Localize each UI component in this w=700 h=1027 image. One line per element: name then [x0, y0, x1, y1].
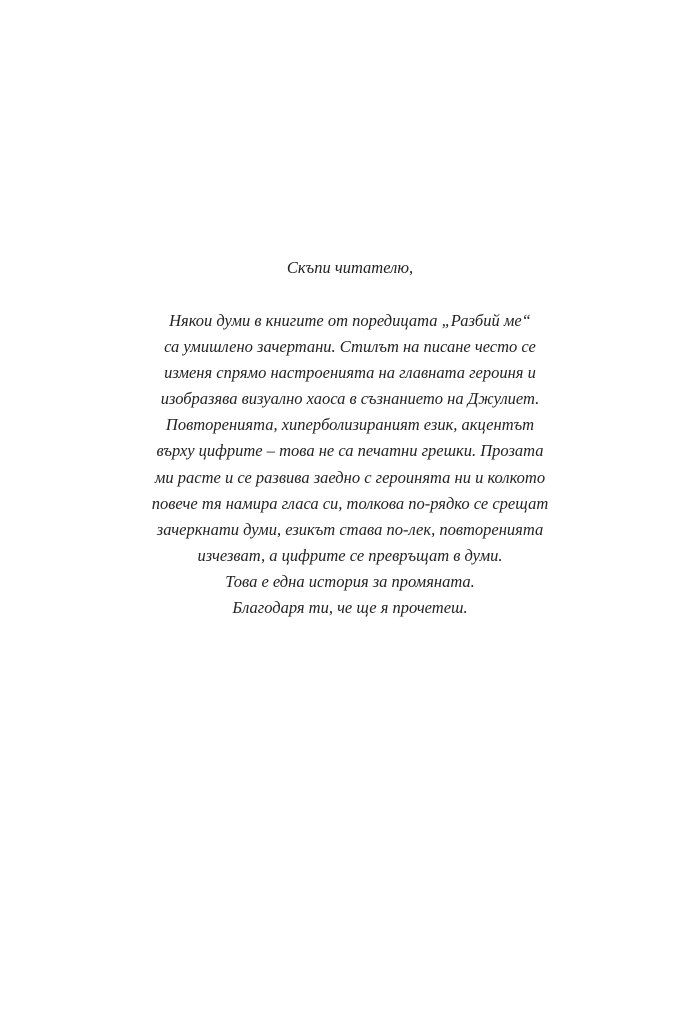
letter-line: са умишлено зачертани. Стилът на писане често се — [164, 337, 536, 357]
letter-line: изчезват, а цифрите се превръщат в думи. — [197, 545, 503, 565]
letter-line: изменя спрямо настроенията на главната героиня и — [164, 363, 536, 383]
salutation: Скъпи читателю, — [286, 258, 414, 277]
letter-line: повече тя намира гласа си, толкова по-рядко се срещат — [151, 493, 549, 513]
letter-body — [100, 308, 600, 621]
letter-line: изобразява визуално хаоса в съзнанието на Джулиет. — [160, 389, 540, 409]
letter-line: Повторенията, хиперболизираният език, акцентът — [165, 415, 535, 435]
letter-to-reader — [100, 254, 600, 621]
letter-line: Това е една история за промяната. — [225, 571, 475, 591]
letter-line: ми расте и се развива заедно с героинята ни и колкото — [154, 467, 546, 487]
letter-line: върху цифрите – това не са печатни грешки. Прозата — [156, 441, 544, 461]
letter-line: Някои думи в книгите от поредицата „Разбий ме“ — [169, 311, 531, 330]
letter-line: Благодаря ти, че ще я прочетеш. — [232, 598, 468, 618]
letter-line: зачеркнати думи, езикът става по-лек, повторенията — [156, 519, 544, 539]
